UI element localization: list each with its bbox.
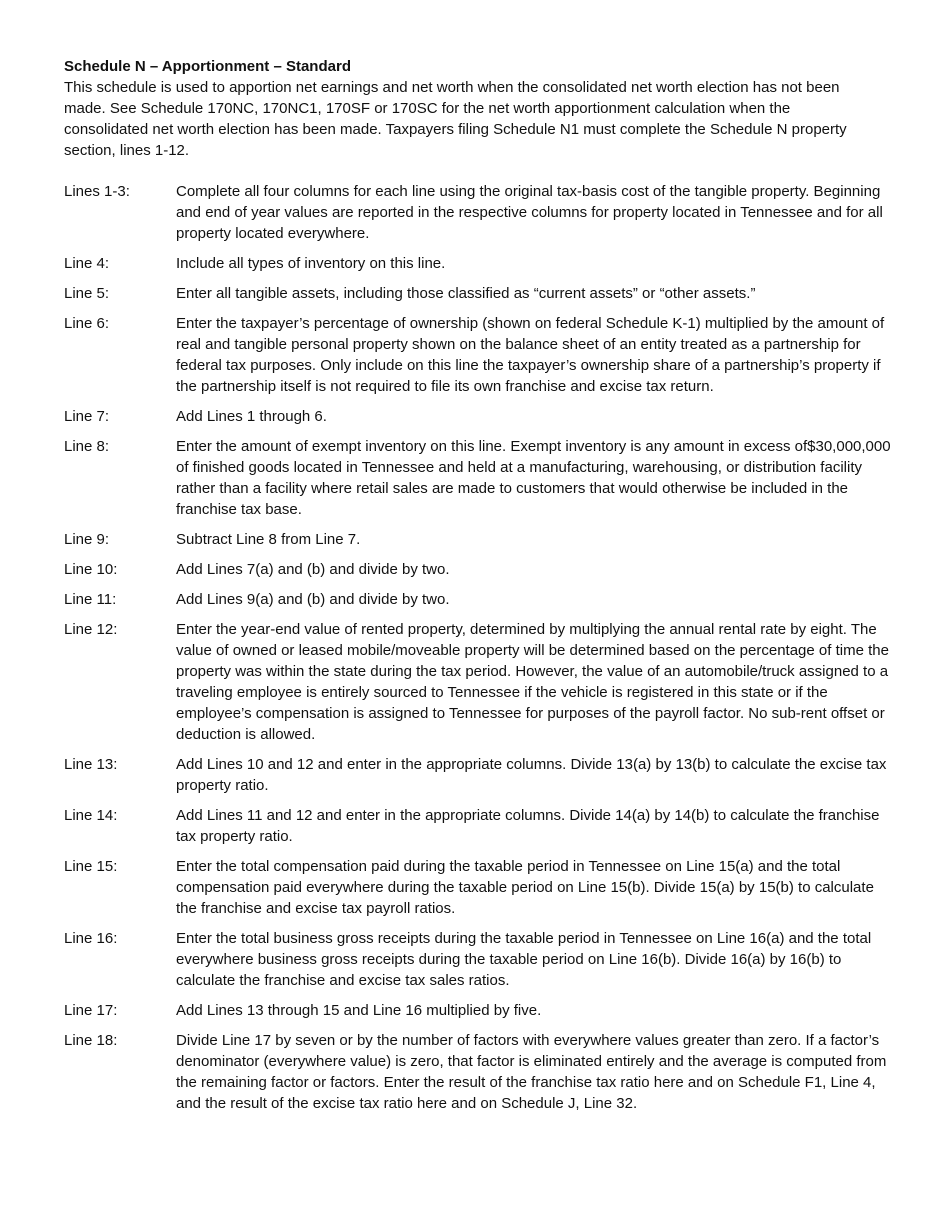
line-entry-4: [64, 253, 894, 274]
line-entry-6: [64, 313, 894, 397]
line-instruction: Add Lines 1 through 6.: [176, 408, 327, 425]
line-entry-9: [64, 529, 894, 550]
line-label: Lines 1-3:: [64, 183, 130, 200]
line-instruction: Add Lines 9(a) and (b) and divide by two.: [176, 591, 450, 608]
line-entry-5: [64, 283, 894, 304]
line-label: Line 7:: [64, 408, 110, 425]
line-label: Line 15:: [64, 858, 118, 875]
line-label: Line 14:: [64, 807, 118, 824]
line-instruction: Subtract Line 8 from Line 7.: [176, 531, 361, 548]
line-label: Line 8:: [64, 438, 110, 455]
line-instruction: Enter the year-end value of rented property, determined by multiplying the annual rental rate by eight. The value of owned or leased mobile/moveable property will be determined based on the percentage of time the property was within the state during the tax period. However, the value of an automobile/truck assigned to a traveling employee is entirely sourced to Tennessee if the vehicle is registered in this state or if the employee’s compensation is assigned to Tennessee for purposes of the payroll factor. No sub-rent offset or deduction is allowed.: [176, 621, 889, 743]
line-entry-13: [64, 754, 894, 796]
line-label: Line 10:: [64, 561, 118, 578]
line-entry-18: [64, 1030, 894, 1114]
document-page: [64, 56, 894, 1123]
line-instruction: Add Lines 11 and 12 and enter in the appropriate columns. Divide 14(a) by 14(b) to calculate the franchise tax property ratio.: [176, 807, 880, 845]
line-entry-10: [64, 559, 894, 580]
line-entry-8: [64, 436, 894, 520]
line-instruction: Add Lines 13 through 15 and Line 16 multiplied by five.: [176, 1002, 542, 1019]
line-instruction: Enter the taxpayer’s percentage of ownership (shown on federal Schedule K-1) multiplied by the amount of real and tangible personal property shown on the balance sheet of an entity treated as a partnership for federal tax purposes. Only include on this line the taxpayer’s ownership share of a partnership’s property if the partnership itself is not required to file its own franchise and excise tax return.: [176, 315, 885, 395]
line-instruction: Add Lines 10 and 12 and enter in the appropriate columns. Divide 13(a) by 13(b) to calculate the excise tax property ratio.: [176, 756, 887, 794]
line-entry-14: [64, 805, 894, 847]
line-entry-12: [64, 619, 894, 745]
line-label: Line 6:: [64, 315, 110, 332]
schedule-title: Schedule N – Apportionment – Standard: [64, 58, 351, 75]
line-label: Line 11:: [64, 591, 117, 608]
line-entry-7: [64, 406, 894, 427]
line-entry-15: [64, 856, 894, 919]
line-instruction: Enter all tangible assets, including those classified as “current assets” or “other assets.”: [176, 285, 756, 302]
line-label: Line 18:: [64, 1032, 118, 1049]
schedule-intro: This schedule is used to apportion net earnings and net worth when the consolidated net worth election has not been made. See Schedule 170NC, 170NC1, 170SF or 170SC for the net worth apportionment calculation when the consolidated net worth election has been made. Taxpayers filing Schedule N1 must complete the Schedule N property section, lines 1-12.: [64, 79, 847, 159]
line-instruction: Add Lines 7(a) and (b) and divide by two.: [176, 561, 450, 578]
line-label: Line 17:: [64, 1002, 118, 1019]
line-label: Line 13:: [64, 756, 118, 773]
line-entry-11: [64, 589, 894, 610]
line-instruction: Divide Line 17 by seven or by the number of factors with everywhere values greater than zero. If a factor’s denominator (everywhere value) is zero, that factor is eliminated entirely and the average is computed from the remaining factor or factors. Enter the result of the franchise tax ratio here and on Schedule F1, Line 4, and the result of the excise tax ratio here and on Schedule J, Line 32.: [176, 1032, 887, 1112]
line-entry-1-3: [64, 181, 894, 244]
line-entry-17: [64, 1000, 894, 1021]
line-label: Line 5:: [64, 285, 110, 302]
line-entry-16: [64, 928, 894, 991]
line-label: Line 9:: [64, 531, 110, 548]
line-instruction: Enter the amount of exempt inventory on this line. Exempt inventory is any amount in excess of$30,000,000 of finished goods located in Tennessee and held at a manufacturing, warehousing, or distribution facility rather than a facility where retail sales are made to customers that would otherwise be included in the franchise tax base.: [176, 438, 891, 518]
line-instruction: Include all types of inventory on this line.: [176, 255, 446, 272]
line-label: Line 16:: [64, 930, 118, 947]
line-instruction: Complete all four columns for each line using the original tax-basis cost of the tangible property. Beginning and end of year values are reported in the respective columns for property located in Tennessee and for all property located everywhere.: [176, 183, 883, 242]
line-label: Line 12:: [64, 621, 118, 638]
line-instruction: Enter the total compensation paid during the taxable period in Tennessee on Line 15(a) and the total compensation paid everywhere during the taxable period on Line 15(b). Divide 15(a) by 15(b) to calculate the franchise and excise tax payroll ratios.: [176, 858, 874, 917]
line-instruction: Enter the total business gross receipts during the taxable period in Tennessee on Line 16(a) and the total everywhere business gross receipts during the taxable period on Line 16(b). Divide 16(a) by 16(b) to calculate the franchise and excise tax sales ratios.: [176, 930, 872, 989]
line-label: Line 4:: [64, 255, 110, 272]
